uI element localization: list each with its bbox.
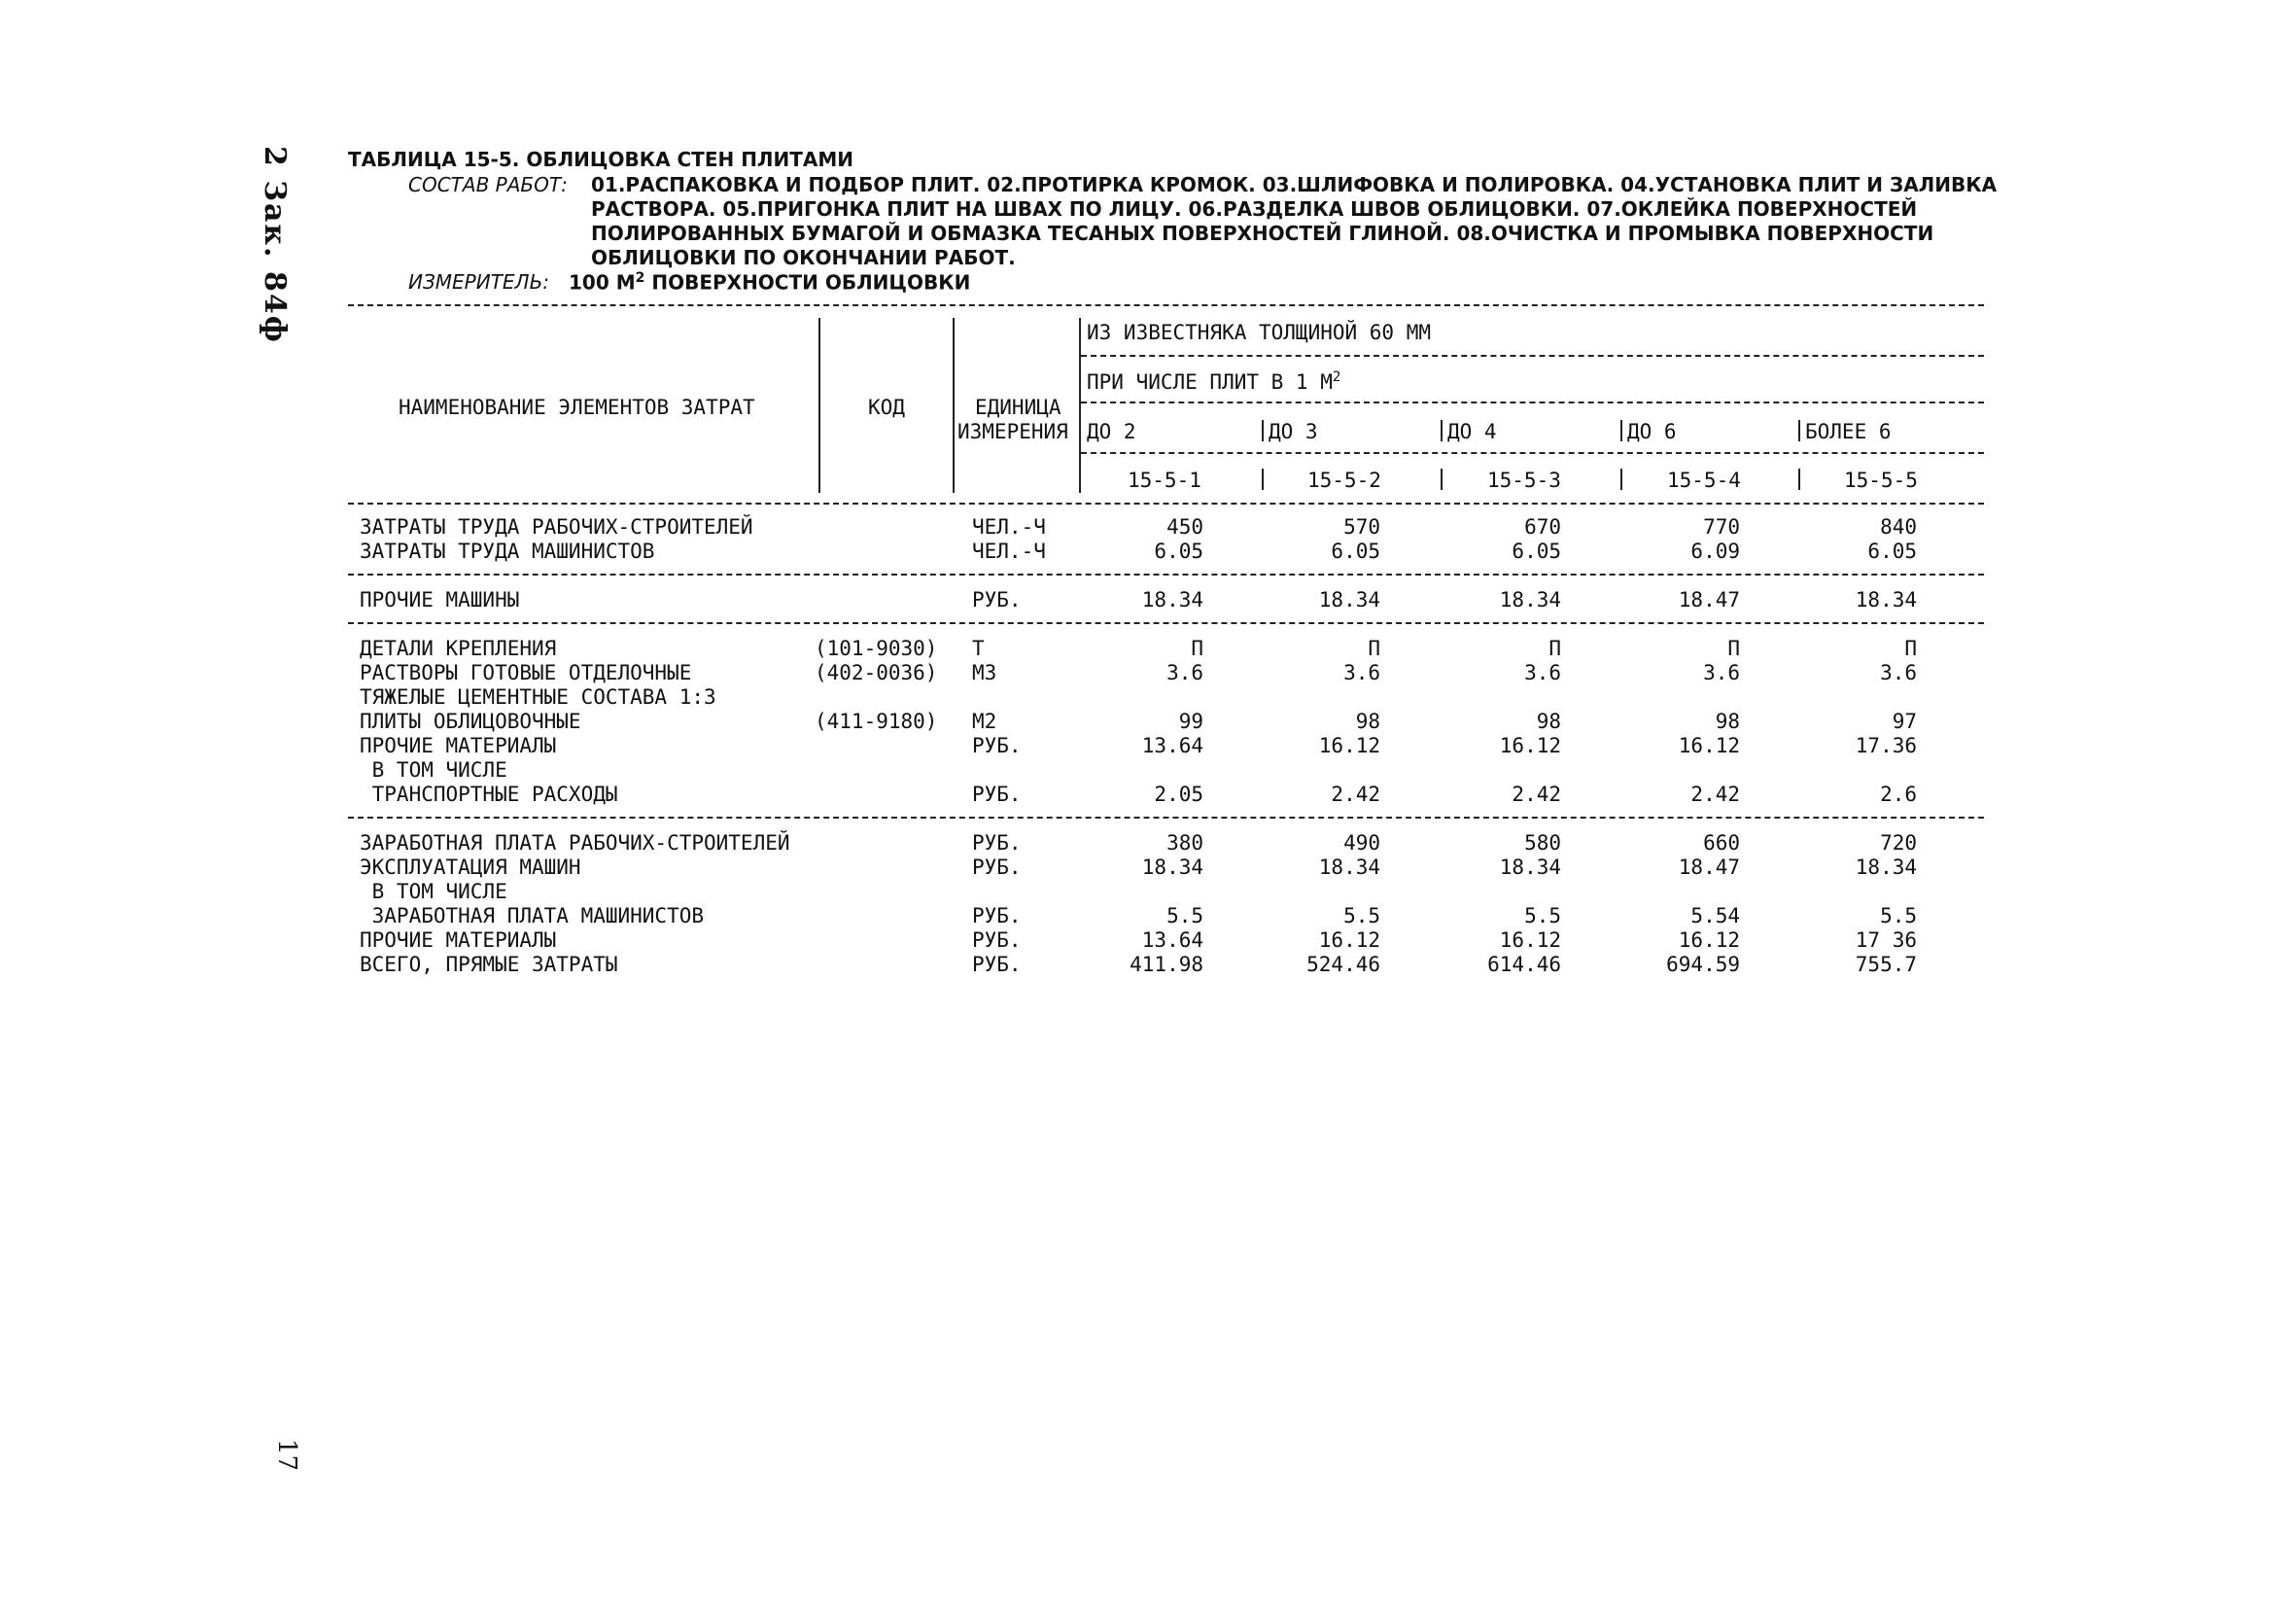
row-value: 99 <box>1178 710 1203 733</box>
row-name: ТРАНСПОРТНЫЕ РАСХОДЫ <box>360 783 618 806</box>
table-title: ТАБЛИЦА 15-5. ОБЛИЦОВКА СТЕН ПЛИТАМИ <box>348 148 854 171</box>
row-unit: РУБ. <box>972 734 1022 757</box>
row-value: 660 <box>1703 831 1740 855</box>
row-value: П <box>1191 637 1203 660</box>
row-unit: РУБ. <box>972 953 1022 976</box>
row-name: В ТОМ ЧИСЛЕ <box>360 880 507 903</box>
row-value: 2.05 <box>1154 783 1203 806</box>
row-name: ПЛИТЫ ОБЛИЦОВОЧНЫЕ <box>360 710 581 733</box>
col-divider <box>1798 420 1800 441</box>
row-value: 18.47 <box>1678 856 1740 879</box>
row-unit: РУБ. <box>972 904 1022 927</box>
row-value: 3.6 <box>1524 661 1561 684</box>
row-value: П <box>1368 637 1380 660</box>
row-value: 18.34 <box>1318 856 1380 879</box>
row-unit: РУБ. <box>972 831 1022 855</box>
row-value: 490 <box>1343 831 1380 855</box>
row-code: (411-9180) <box>815 710 938 733</box>
divider <box>348 817 1984 819</box>
row-value: 2.6 <box>1880 783 1917 806</box>
col-header-unit-2: ИЗМЕРЕНИЯ <box>957 420 1068 443</box>
row-unit: ЧЕЛ.-Ч <box>972 540 1046 563</box>
row-name: РАСТВОРЫ ГОТОВЫЕ ОТДЕЛОЧНЫЕ <box>360 661 692 684</box>
row-value: 720 <box>1880 831 1917 855</box>
row-value: 18.34 <box>1855 856 1917 879</box>
row-value: 3.6 <box>1343 661 1380 684</box>
row-value: 13.64 <box>1141 928 1203 952</box>
row-name: ПРОЧИЕ МАТЕРИАЛЫ <box>360 734 557 757</box>
row-name: ПРОЧИЕ МАШИНЫ <box>360 588 520 612</box>
divider <box>348 304 1984 306</box>
col-header-name: НАИМЕНОВАНИЕ ЭЛЕМЕНТОВ ЗАТРАТ <box>399 396 755 419</box>
row-value: П <box>1727 637 1740 660</box>
row-value: 18.34 <box>1318 588 1380 612</box>
col-divider <box>1798 469 1800 490</box>
divider <box>348 574 1984 576</box>
row-value: 3.6 <box>1880 661 1917 684</box>
row-value: 97 <box>1892 710 1917 733</box>
row-value: 18.34 <box>1499 856 1561 879</box>
row-value: 380 <box>1166 831 1203 855</box>
row-code: (101-9030) <box>815 637 938 660</box>
row-value: 16.12 <box>1678 928 1740 952</box>
row-value: 2.42 <box>1512 783 1561 806</box>
row-unit: РУБ. <box>972 588 1022 612</box>
code-4: 15-5-4 <box>1667 469 1741 492</box>
sostav-line-4: ОБЛИЦОВКИ ПО ОКОНЧАНИИ РАБОТ. <box>591 246 1016 269</box>
row-value: 2.42 <box>1331 783 1380 806</box>
izmeritel-value: 100 $М^2$ ПОВЕРХНОСТИ ОБЛИЦОВКИ <box>569 270 971 295</box>
row-name: ЗАТРАТЫ ТРУДА РАБОЧИХ-СТРОИТЕЛЕЙ <box>360 515 753 539</box>
divider <box>1081 452 1984 454</box>
subheader-5: БОЛЕЕ 6 <box>1805 420 1892 443</box>
row-value: 5.5 <box>1343 904 1380 927</box>
row-value: 755.7 <box>1855 953 1917 976</box>
divider <box>1081 355 1984 357</box>
sostav-label: СОСТАВ РАБОТ: <box>408 173 568 196</box>
col-divider <box>1620 420 1622 441</box>
col-divider <box>1441 469 1443 490</box>
row-value: 16.12 <box>1318 734 1380 757</box>
row-value: 670 <box>1524 515 1561 539</box>
row-unit: РУБ. <box>972 928 1022 952</box>
row-name: ЭКСПЛУАТАЦИЯ МАШИН <box>360 856 581 879</box>
row-name: В ТОМ ЧИСЛЕ <box>360 758 507 782</box>
row-value: 16.12 <box>1499 734 1561 757</box>
row-value: 16.12 <box>1318 928 1380 952</box>
row-value: 5.5 <box>1880 904 1917 927</box>
row-value: 6.09 <box>1690 540 1740 563</box>
divider <box>348 503 1984 505</box>
row-value: 6.05 <box>1512 540 1561 563</box>
divider <box>1081 402 1984 403</box>
divider <box>348 622 1984 624</box>
sostav-line-2: РАСТВОРА. 05.ПРИГОНКА ПЛИТ НА ШВАХ ПО ЛИЦУ. 06.РАЗДЕЛКА ШВОВ ОБЛИЦОВКИ. 07.ОКЛЕЙКА ПОВЕРХНОСТЕЙ <box>591 197 1918 221</box>
row-name: ЗАТРАТЫ ТРУДА МАШИНИСТОВ <box>360 540 655 563</box>
row-value: 5.5 <box>1524 904 1561 927</box>
row-name: ЗАРАБОТНАЯ ПЛАТА МАШИНИСТОВ <box>360 904 705 927</box>
row-unit: М2 <box>972 710 997 733</box>
sostav-line-1: 01.РАСПАКОВКА И ПОДБОР ПЛИТ. 02.ПРОТИРКА КРОМОК. 03.ШЛИФОВКА И ПОЛИРОВКА. 04.УСТАНОВКА ПЛИТ И ЗАЛИВКА <box>591 173 1998 196</box>
group-header-1: ИЗ ИЗВЕСТНЯКА ТОЛЩИНОЙ 60 ММ <box>1087 321 1432 344</box>
row-value: 6.05 <box>1331 540 1380 563</box>
row-unit: РУБ. <box>972 856 1022 879</box>
row-value: 411.98 <box>1130 953 1203 976</box>
col-divider <box>818 318 820 493</box>
col-divider <box>1079 318 1081 493</box>
row-value: 450 <box>1166 515 1203 539</box>
row-unit: ЧЕЛ.-Ч <box>972 515 1046 539</box>
col-divider <box>953 318 955 493</box>
subheader-1: ДО 2 <box>1087 420 1136 443</box>
row-name: ДЕТАЛИ КРЕПЛЕНИЯ <box>360 637 557 660</box>
col-header-unit-1: ЕДИНИЦА <box>975 396 1061 419</box>
row-value: 98 <box>1715 710 1740 733</box>
sostav-line-3: ПОЛИРОВАННЫХ БУМАГОЙ И ОБМАЗКА ТЕСАНЫХ ПОВЕРХНОСТЕЙ ГЛИНОЙ. 08.ОЧИСТКА И ПРОМЫВКА ПОВЕРХНОСТИ <box>591 222 1934 245</box>
row-value: 6.05 <box>1154 540 1203 563</box>
row-value: 16.12 <box>1499 928 1561 952</box>
row-value: 13.64 <box>1141 734 1203 757</box>
page-number: 17 <box>272 1439 301 1472</box>
col-divider <box>1262 420 1264 441</box>
row-unit: РУБ. <box>972 783 1022 806</box>
subheader-4: ДО 6 <box>1627 420 1677 443</box>
row-value: 2.42 <box>1690 783 1740 806</box>
col-divider <box>1620 469 1622 490</box>
row-value: 614.46 <box>1487 953 1561 976</box>
row-name: ТЯЖЕЛЫЕ ЦЕМЕНТНЫЕ СОСТАВА 1:3 <box>360 685 716 709</box>
row-unit: Т <box>972 637 985 660</box>
row-value: 98 <box>1355 710 1380 733</box>
group-header-2: ПРИ ЧИСЛЕ ПЛИТ В 1 $М^2$ <box>1087 369 1341 394</box>
subheader-3: ДО 4 <box>1447 420 1497 443</box>
code-2: 15-5-2 <box>1307 469 1381 492</box>
order-number-note: 2 Зак. 84ф <box>258 146 292 344</box>
izmeritel-label: ИЗМЕРИТЕЛЬ: <box>408 270 550 294</box>
row-value: 98 <box>1536 710 1561 733</box>
row-value: 18.34 <box>1499 588 1561 612</box>
row-value: 3.6 <box>1703 661 1740 684</box>
row-value: П <box>1548 637 1561 660</box>
subheader-2: ДО 3 <box>1269 420 1318 443</box>
row-value: 18.34 <box>1855 588 1917 612</box>
row-value: 17 36 <box>1855 928 1917 952</box>
row-value: 18.34 <box>1141 588 1203 612</box>
col-divider <box>1441 420 1443 441</box>
code-3: 15-5-3 <box>1487 469 1561 492</box>
row-value: 3.6 <box>1166 661 1203 684</box>
row-value: 580 <box>1524 831 1561 855</box>
row-value: П <box>1904 637 1917 660</box>
row-value: 570 <box>1343 515 1380 539</box>
row-value: 6.05 <box>1867 540 1917 563</box>
col-header-code: КОД <box>868 396 905 419</box>
row-value: 18.34 <box>1141 856 1203 879</box>
row-value: 16.12 <box>1678 734 1740 757</box>
row-value: 18.47 <box>1678 588 1740 612</box>
row-name: ЗАРАБОТНАЯ ПЛАТА РАБОЧИХ-СТРОИТЕЛЕЙ <box>360 831 790 855</box>
row-value: 17.36 <box>1855 734 1917 757</box>
row-value: 770 <box>1703 515 1740 539</box>
row-name: ПРОЧИЕ МАТЕРИАЛЫ <box>360 928 557 952</box>
row-value: 5.5 <box>1166 904 1203 927</box>
row-value: 524.46 <box>1306 953 1380 976</box>
code-1: 15-5-1 <box>1128 469 1201 492</box>
row-name: ВСЕГО, ПРЯМЫЕ ЗАТРАТЫ <box>360 953 618 976</box>
row-value: 694.59 <box>1666 953 1740 976</box>
row-value: 840 <box>1880 515 1917 539</box>
row-unit: М3 <box>972 661 997 684</box>
row-value: 5.54 <box>1690 904 1740 927</box>
col-divider <box>1262 469 1264 490</box>
code-5: 15-5-5 <box>1844 469 1918 492</box>
row-code: (402-0036) <box>815 661 938 684</box>
